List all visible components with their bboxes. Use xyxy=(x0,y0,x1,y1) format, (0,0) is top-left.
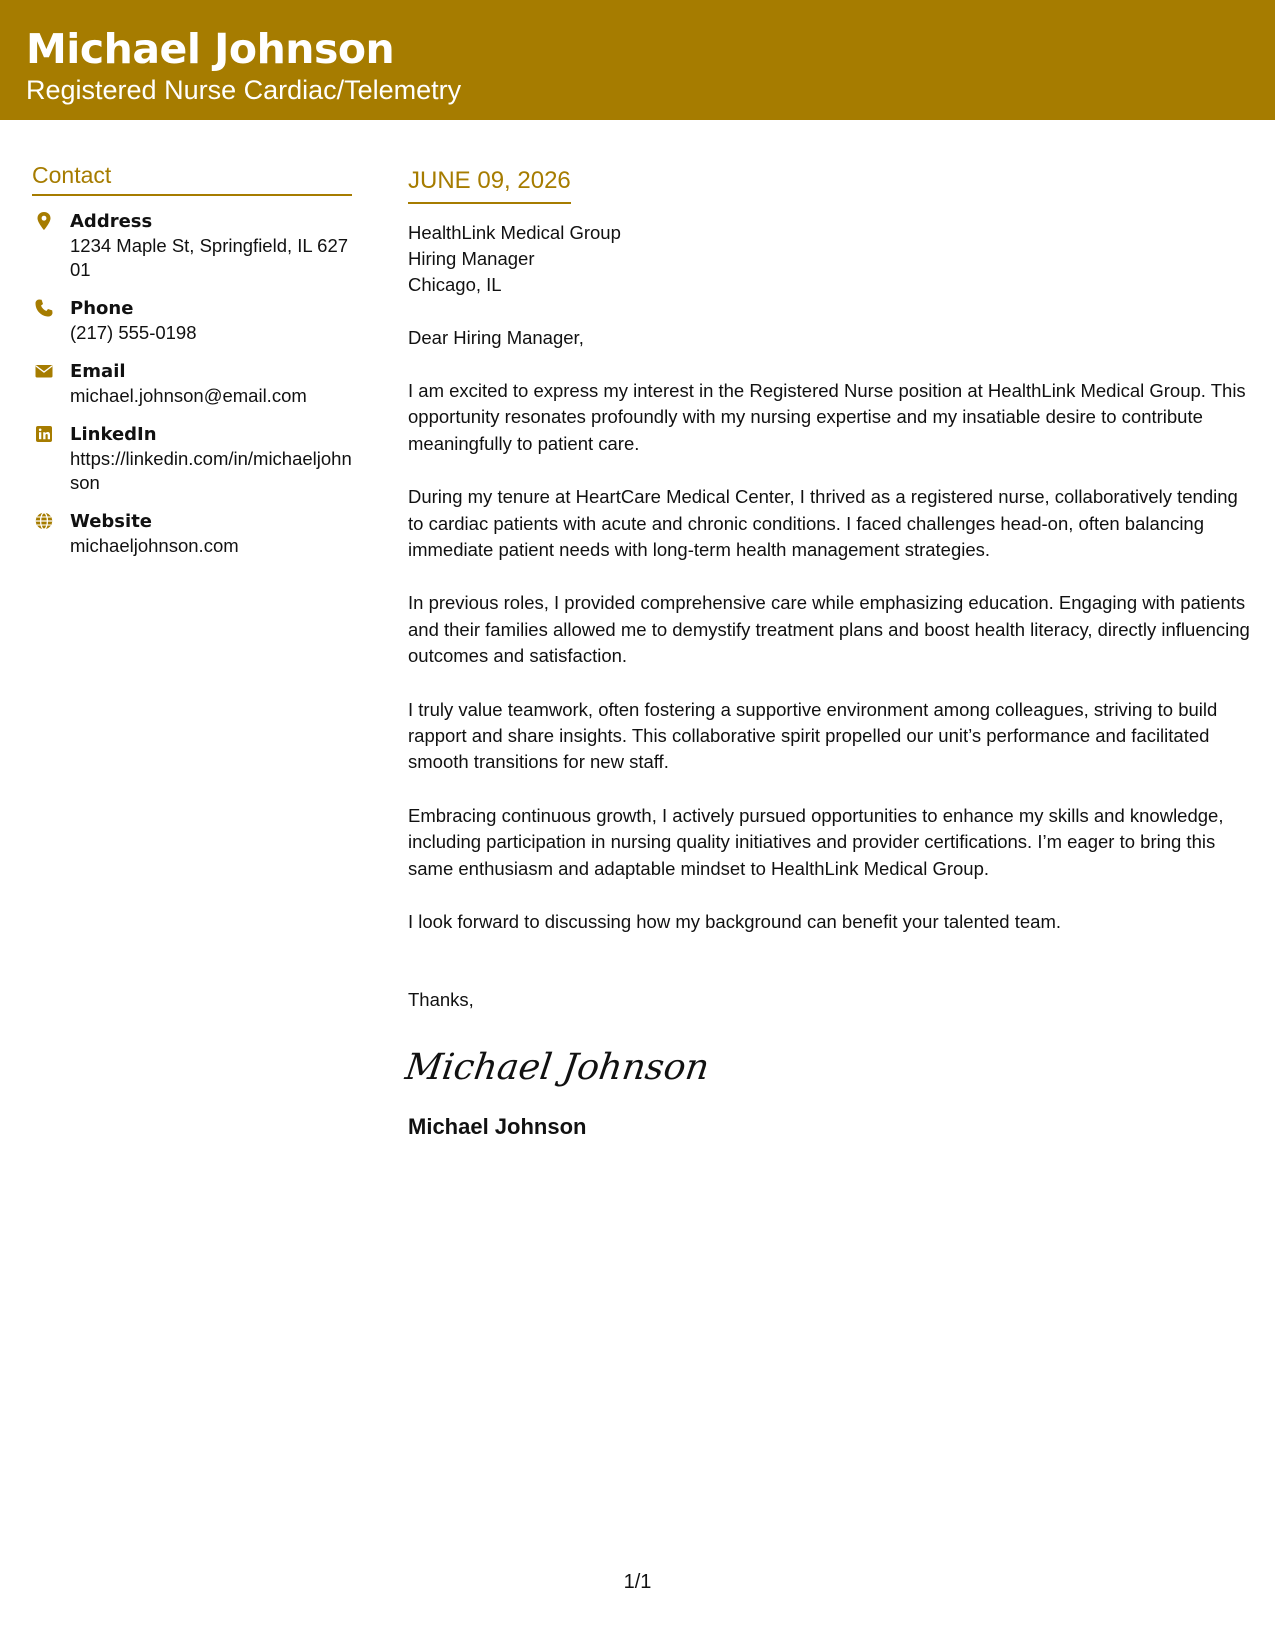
signer-name: Michael Johnson xyxy=(408,1113,587,1139)
letter-body xyxy=(402,164,1253,1142)
paragraph-3: In previous roles, I provided comprehensive care while emphasizing education. Engaging with patients and their families allowed me to demystify treatment plans and boost health literacy, directly influencing outcomes and satisfaction. xyxy=(408,592,1250,667)
address-value: 1234 Maple St, Springfield, IL 62701 xyxy=(70,235,349,280)
website-value: michaeljohnson.com xyxy=(70,535,239,556)
recipient-title: Hiring Manager xyxy=(408,248,535,269)
linkedin-icon xyxy=(34,424,54,444)
paragraph-5: Embracing continuous growth, I actively pursued opportunities to enhance my skills and knowledge, including participation in nursing quality initiatives and provider certifications. I’m eager to bring this same enthusiasm and adaptable mindset to HealthLink Medical Group. xyxy=(408,804,1224,879)
signature-text: Michael Johnson xyxy=(402,1044,712,1088)
phone-label: Phone xyxy=(70,298,134,319)
contact-section-title: Contact xyxy=(32,160,352,196)
phone-icon xyxy=(34,298,54,318)
salutation: Dear Hiring Manager, xyxy=(408,327,584,348)
letter-date: JUNE 09, 2026 xyxy=(408,164,571,204)
handwritten-signature xyxy=(402,1037,712,1097)
contact-item-linkedin xyxy=(32,423,352,495)
phone-value: (217) 555-0198 xyxy=(70,322,197,343)
globe-icon xyxy=(34,511,54,531)
paragraph-1: I am excited to express my interest in the Registered Nurse position at HealthLink Medical Group. This opportunity resonates profoundly with my nursing expertise and my insatiable desire to contribute meaningfully to patient care. xyxy=(408,380,1246,454)
page-number: 1/1 xyxy=(623,1571,652,1593)
recipient-block xyxy=(408,220,1253,298)
recipient-location: Chicago, IL xyxy=(408,274,502,295)
contact-item-address xyxy=(32,210,352,282)
header-banner xyxy=(0,0,1275,120)
contact-item-website xyxy=(32,510,352,558)
paragraph-2: During my tenure at HeartCare Medical Center, I thrived as a registered nurse, collaboratively tending to cardiac patients with acute and chronic conditions. I faced challenges head-on, often balancing immediate patient needs with long-term health management strategies. xyxy=(408,486,1238,561)
contact-sidebar xyxy=(32,160,352,573)
map-pin-icon xyxy=(34,211,54,231)
address-label: Address xyxy=(70,211,153,232)
envelope-icon xyxy=(34,361,54,381)
applicant-name: Michael Johnson xyxy=(26,25,395,73)
recipient-company: HealthLink Medical Group xyxy=(408,222,621,243)
linkedin-value: https://linkedin.com/in/michaeljohnson xyxy=(70,448,352,493)
job-title: Registered Nurse Cardiac/Telemetry xyxy=(26,75,462,105)
contact-item-phone xyxy=(32,297,352,345)
website-label: Website xyxy=(70,511,153,532)
email-value: michael.johnson@email.com xyxy=(70,385,307,406)
closing: Thanks, xyxy=(408,988,474,1010)
paragraph-6: I look forward to discussing how my background can benefit your talented team. xyxy=(408,911,1061,933)
linkedin-label: LinkedIn xyxy=(70,424,157,445)
contact-item-email xyxy=(32,360,352,408)
email-label: Email xyxy=(70,361,126,382)
paragraph-4: I truly value teamwork, often fostering a supportive environment among colleagues, striving to build rapport and share insights. This collaborative spirit propelled our unit’s performance and facilitated smooth transitions for new staff. xyxy=(408,698,1218,773)
